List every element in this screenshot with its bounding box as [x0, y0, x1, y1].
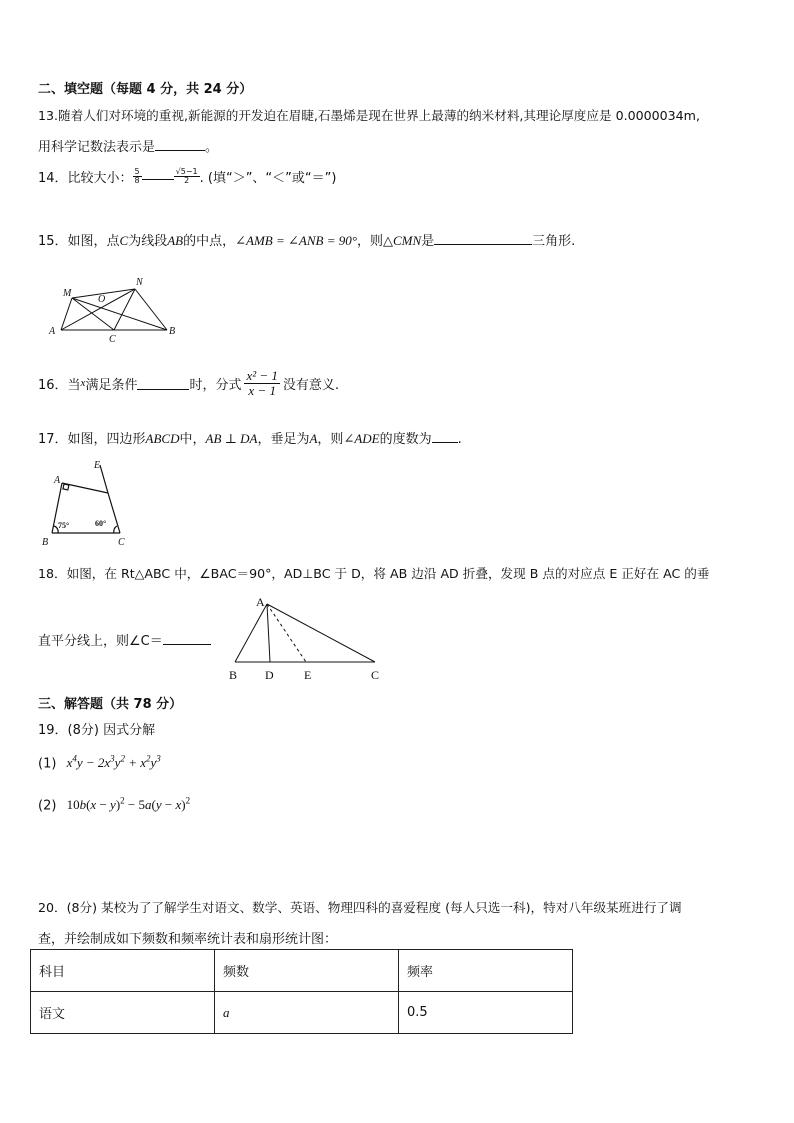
q17-figure [38, 457, 138, 549]
q15-label-o: O [98, 294, 106, 305]
q17-angle-c-label: 60° [95, 519, 107, 528]
q20-line2: 查，并绘制成如下频数和频率统计表和扇形统计图： [38, 932, 338, 947]
q18-label-e: E [304, 668, 312, 682]
q17-mid2: ，垂足为 [257, 432, 310, 447]
table-header-row [31, 950, 573, 992]
section-3-title: 三、解答题（共 78 分） [38, 697, 183, 712]
table-cell: 语文 [31, 992, 215, 1034]
q18-figure [220, 592, 395, 684]
q15-triangle-cmn: CMN [392, 233, 422, 248]
q13-line1: 13.随着人们对环境的重视,新能源的开发迫在眉睫,石墨烯是现在世界上最薄的纳米材料,其理论厚度应是 0.0000034m, [38, 108, 700, 123]
q15-label-b: B [169, 326, 176, 337]
q16-suffix: 没有意义. [282, 377, 340, 393]
q15-label-a: A [49, 326, 56, 337]
q14-fraction-1 [133, 168, 142, 186]
q14 [38, 167, 336, 186]
q14-frac1-den: 8 [134, 176, 140, 185]
q17-angle-ade: ∠ADE [343, 431, 380, 446]
q16-prefix: 16．当 [38, 377, 81, 393]
q16-answer-blank[interactable] [137, 376, 189, 390]
q14-prefix: 14．比较大小： [38, 171, 133, 186]
q17-text [38, 428, 462, 447]
q15-point-c: C [119, 233, 129, 248]
q16-frac-num: x² − 1 [246, 368, 278, 383]
q15-mid3: ，则△ [356, 234, 393, 249]
q19-part-1 [38, 754, 161, 771]
q13-line2-text: 用科学记数法表示是 [38, 140, 156, 155]
q14-answer-blank[interactable] [142, 173, 174, 180]
q15-label-c: C [109, 334, 116, 344]
q13-answer-blank[interactable] [155, 137, 205, 151]
q15-mid: 为线段 [128, 234, 168, 249]
q14-frac1-num: 5 [134, 166, 140, 176]
table-header-cell: 频数 [215, 950, 399, 992]
q13-line2-end: 。 [205, 140, 219, 155]
table-cell: 0.5 [399, 992, 573, 1034]
q14-frac2-den: 2 [184, 176, 190, 185]
q16-variable-x: x [80, 377, 86, 390]
q18-label-c: C [371, 668, 380, 682]
q15-prefix: 15．如图，点 [38, 234, 120, 249]
q17-perp-condition: AB ⊥ DA [205, 431, 258, 446]
q19-title: 19．(8分) 因式分解 [38, 723, 156, 738]
q18-line2-text: 直平分线上，则∠C＝ [38, 634, 163, 649]
section-2-title: 二、填空题（每题 4 分，共 24 分） [38, 82, 253, 97]
q18-label-b: B [229, 668, 238, 682]
q15-suffix: 三角形. [532, 234, 576, 249]
q18-answer-blank[interactable] [163, 631, 211, 645]
q15-mid4: 是 [421, 234, 435, 249]
q15-answer-blank[interactable] [434, 231, 532, 245]
q19-part-1-label: (1) [38, 756, 57, 772]
q19-part-1-expression: $x^4y - 2x^3y^2 + x^2y^3$ [66, 754, 161, 771]
q15-segment-ab: AB [167, 233, 184, 248]
q17-angle-b-label: 75° [58, 521, 70, 530]
q13-line2 [38, 136, 218, 155]
q17-mid: 中， [179, 432, 206, 447]
table-header-cell: 科目 [31, 950, 215, 992]
q17-label-e: E [94, 460, 101, 471]
q16-mid2: 时，分式 [189, 377, 242, 393]
frequency-table [30, 949, 573, 1034]
q17-label-b: B [42, 537, 49, 548]
q14-fraction-2 [174, 168, 200, 186]
table-header-cell: 频率 [399, 950, 573, 992]
q17-point-a: A [309, 431, 318, 446]
q17-quad-abcd: ABCD [145, 431, 180, 446]
q16-frac-den: x − 1 [248, 382, 276, 398]
q19-part-2-expression: $10b(x - y)^2 - 5a(y - x)^2$ [66, 796, 191, 813]
table-row [31, 992, 573, 1034]
q19-part-2 [38, 796, 190, 813]
q19-part-2-label: (2) [38, 798, 57, 814]
q14-frac2-num: √5−1 [175, 166, 198, 176]
q14-suffix: . (填“＞”、“＜”或“＝”) [199, 171, 337, 186]
q15-mid2: 的中点， [183, 234, 236, 249]
q18-line2 [38, 630, 211, 649]
q17-answer-blank[interactable] [432, 429, 458, 443]
q15-label-n: N [136, 277, 143, 288]
q16-text [38, 369, 339, 397]
q15-text [38, 230, 575, 249]
q18-label-d: D [265, 668, 274, 682]
q18-line1: 18．如图，在 Rt△ABC 中，∠BAC＝90°，AD⊥BC 于 D，将 AB 边沿 AD 折叠，发现 B 点的对应点 E 正好在 AC 的垂 [38, 566, 710, 581]
q20-line1: 20．(8分) 某校为了了解学生对语文、数学、英语、物理四科的喜爱程度 (每人只选一科)，特对八年级某班进行了调 [38, 900, 682, 915]
q18-label-a: A [256, 595, 265, 609]
q17-end: . [457, 432, 462, 447]
q15-figure [45, 274, 185, 344]
q16-mid: 满足条件 [85, 377, 138, 393]
q17-mid3: ，则 [317, 432, 344, 447]
q15-label-m: M [63, 288, 72, 299]
q15-angle-condition: ∠AMB = ∠ANB = 90° [235, 233, 357, 248]
q17-prefix: 17．如图，四边形 [38, 432, 146, 447]
q16-fraction [244, 369, 279, 397]
q17-label-a: A [54, 475, 61, 486]
q17-label-c: C [118, 537, 125, 548]
q17-suffix: 的度数为 [379, 432, 432, 447]
table-cell: a [215, 992, 399, 1034]
